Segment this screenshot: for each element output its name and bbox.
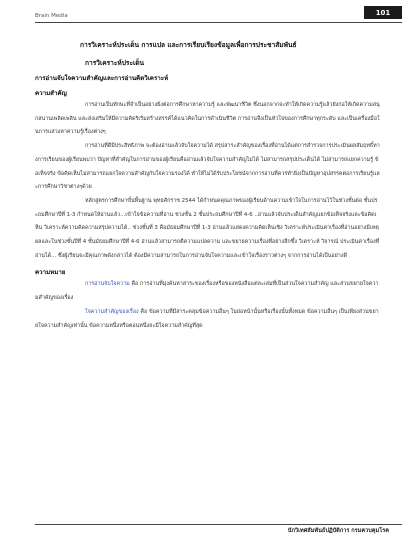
- page-content: [35, 40, 380, 333]
- footer-text: นักวิเทศสัมพันธ์ปฏิบัติการ กรมควบคุมโรค: [287, 528, 389, 534]
- header-brand: Brain Media: [35, 13, 68, 19]
- paragraph-importance-3: [35, 195, 380, 264]
- page-title: การวิเคราะห์ประเด็น การแปล และการเรียบเรียงข้อมูลเพื่อการประชาสัมพันธ์: [80, 41, 297, 49]
- section-heading-main: การอ่านจับใจความสำคัญและการอ่านคิดวิเคราะห์: [35, 75, 169, 82]
- paragraph-meaning-2: [35, 306, 380, 333]
- paragraph-text: การอ่านเป็นทักษะที่จำเป็นอย่างยิ่งต่อการศึกษาหาความรู้ และพัฒนาชีวิต ซึ่งนอกจากจะทำให้เกิดความรู้แล้วยังก่อให้เกิดความสนุกสนานเพลิดเพลิน และส่งเสริมให้มีความคิดริเริ่มสร้างสรรค์ได้แนวคิดในการดำเนินชีวิต การอ่านจึงเป็นหัวใจของการศึกษาทุกระดับ และเป็นเครื่องมือในการแสวงหาความรู้เรื่องต่างๆ: [35, 102, 380, 136]
- paragraph-importance-2: [35, 140, 380, 195]
- paragraph-text: คือ ข้อความที่มีสาระคลุมข้อความอื่นๆ ในย่อหน้านั้นหรือเรื่องนั้นทั้งหมด ข้อความอื่นๆ เป็นเพียงส่วนขยายใจความสำคัญเท่านั้น ข้อความหนึ่งหรือตอนหนึ่งจะมีใจความสำคัญที่สุด: [35, 308, 379, 329]
- term-link-reading-comprehension[interactable]: การอ่านจับใจความ: [85, 281, 130, 288]
- section-heading-importance: ความสำคัญ: [35, 90, 67, 97]
- page-subtitle: การวิเคราะห์ประเด็น: [85, 59, 145, 67]
- term-link-main-idea[interactable]: ใจความสำคัญของเรื่อง: [85, 308, 139, 315]
- paragraph-meaning-1: [35, 278, 380, 305]
- footer-divider: [35, 524, 402, 525]
- header-divider: [35, 22, 402, 23]
- section-heading-meaning: ความหมาย: [35, 269, 66, 277]
- paragraph-text: การอ่านที่ดีมีประสิทธิภาพ จะต้องอ่านแล้วจับใจความได้ สรุปสาระสำคัญของเรื่องที่อ่านได้แต่การสำรวจการประเมินผลสัมฤทธิ์ทางการเรียนของผู้เรียนพบว่า ปัญหาที่สำคัญในการอ่านของผู้เรียนคืออ่านแล้วจับใจความสำคัญไม่ได้ ไม่สามารถสรุปประเด็นได้ ไม่สามารถแยกความรู้ ข้อเท็จจริง ข้อคิดเห็นไม่สามารถแยกใจความสำคัญกับใจความรองได้ ทำให้ไม่ได้รับประโยชน์จากการอ่านที่ควรทำยิ่งเป็นปัญหาอุปสรรคต่อการเรียนรู้และการศึกษาวิชาต่างๆด้วย: [35, 143, 380, 191]
- page-number-badge: 101: [364, 6, 402, 19]
- paragraph-text: คือ การอ่านที่มุ่งค้นหาสาระของเรื่องหรือของหนังสือแต่ละเล่มที่เป็นส่วนใจความสำคัญ และส่วนขยายใจความสำคัญของเรื่อง: [35, 281, 379, 302]
- paragraph-text: หลักสูตรการศึกษาขั้นพื้นฐาน พุทธศักราช 2544 ได้กำหนดคุณภาพของผู้เรียนด้านความเข้าใจในการอ่านไว้ในช่วงชั้นต่อ ชั้นประถมศึกษาปีที่ 1-3 กำหนดให้อ่านแล้ว...เข้าใจข้อความที่อ่าน ช่วงชั้น 2 ชั้นประถมศึกษาปีที่ 4-6 ..อ่านแล้วจับประเด็นสำคัญแยกข้อเท็จจริงและข้อคิดเห็น วิเคราะห์ความคิดความสรุปความได้.. ช่วงชั้นที่ 3 คือมัธยมศึกษาปีที่ 1-3 อ่านแล้วแสดงความคิดเห็นเชิง วิเคราะห์ประเมินค่าเรื่องที่อ่านอย่างมีเหตุผลและในช่วงชั้นปีที่ 4 ชั้นมัธยมศึกษาปีที่ 4-6 อ่านแล้วสามารถตีความแปลความ และขยายความเรื่องที่อย่างลึกซึ้ง วิเคราะห์ วิจารณ์ ประเมินค่าเรื่องที่อ่านได้... ซึ่งผู้เรียนจะมีคุณภาพดังกล่าวได้ ต้องมีความสามารถในการอ่านจับใจความและเข้าใจเรื่องราวต่างๆ จากการอ่านได้เป็นอย่างดี: [35, 197, 380, 259]
- paragraph-importance-1: [35, 99, 380, 140]
